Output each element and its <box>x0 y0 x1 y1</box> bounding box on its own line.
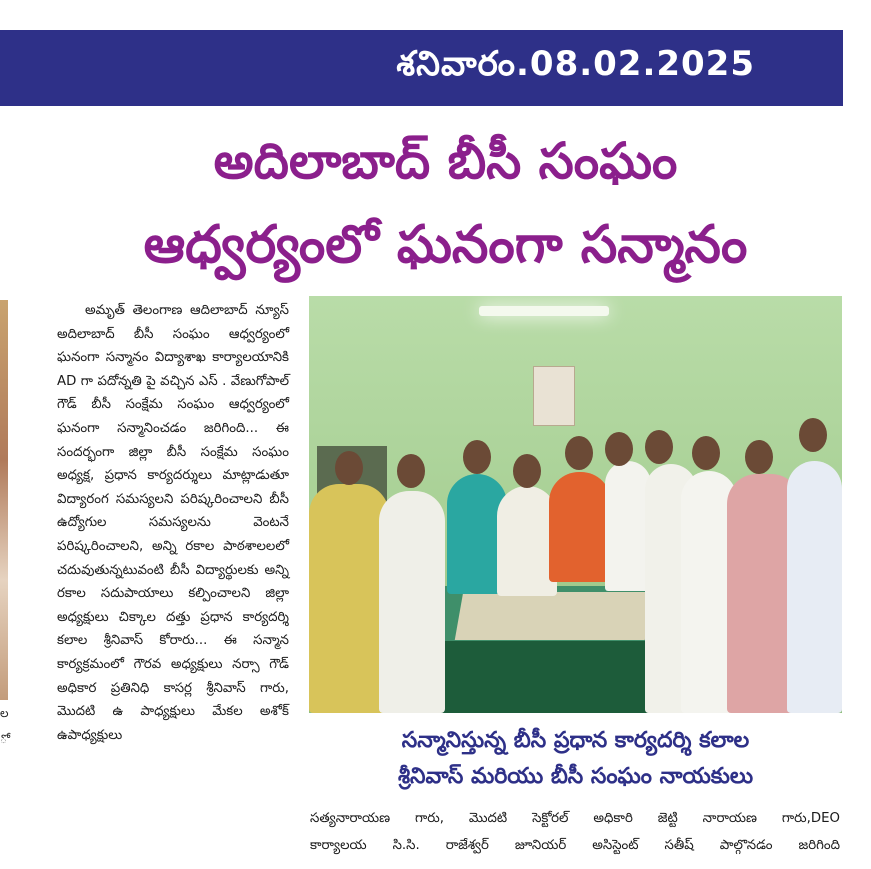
person <box>309 484 389 713</box>
adjacent-photo-edge <box>0 300 8 700</box>
person-head <box>645 430 673 464</box>
continuation-line-2: కార్యాలయ సి.సి. రాజేశ్వర్ జూనియర్ అసిస్టెంట్ సతీష్ పాల్గొనడం జరిగింది <box>310 838 840 853</box>
person-head <box>692 436 720 470</box>
wall-calendar <box>533 366 575 426</box>
date-banner <box>0 30 843 106</box>
date-text: శనివారం.08.02.2025 <box>396 44 755 84</box>
person <box>497 486 557 596</box>
person-head <box>565 436 593 470</box>
adjacent-column-fragment: ో <box>0 732 7 746</box>
person <box>549 472 611 582</box>
person-head <box>335 451 363 485</box>
person-head <box>799 418 827 452</box>
adjacent-column-fragment: ల <box>0 706 9 720</box>
table-map <box>455 592 653 640</box>
person-head <box>463 440 491 474</box>
person-head <box>745 440 773 474</box>
article-body: అమృత్ తెలంగాణ ఆదిలాబాద్ న్యూస్ అదిలాబాద్ బీసీ సంఘం ఆధ్వర్యంలో ఘనంగా సన్మానం విద్యాశాఖ కార్యాలయానికి AD గా పదోన్నతి పై వచ్చిన ఎస్ . వేణుగోపాల్ గౌడ్ బీసీ సంక్షేమ సంఘం ఆధ్వర్యంలో ఘనంగా సన్మానించడం జరిగింది... ఈ సందర్భంగా జిల్లా బీసీ సంక్షేమ సంఘం అధ్యక్ష, ప్రధాన కార్యదర్శులు మాట్లాడుతూ విద్యారంగ సమస్యలని పరిష్కరించాలని బీసీ ఉద్యోగుల సమస్యలను వెంటనే పరిష్కరించాలని, అన్ని రకాల పాఠశాలలలో చదువుతున్నటువంటి బీసీ విద్యార్థులకు అన్ని రకాల సదుపాయాలు కల్పించాలని జిల్లా అధ్యక్షులు చిక్కాల దత్తు ప్రధాన కార్యదర్శి కలాల శ్రీనివాస్ కోరారు... ఈ సన్మాన కార్యక్రమంలో గౌరవ అధ్యక్షులు నర్సా గౌడ్ అధికార ప్రతినిధి కాసర్ల శ్రీనివాస్ గారు, మొదటి ఉ పాధ్యక్షులు మేకల అశోక్ ఉపాధ్యక్షులు <box>57 303 289 743</box>
person <box>787 461 842 713</box>
photo-caption-line-2: శ్రీనివాస్ మరియు బీసీ సంఘం నాయకులు <box>397 764 754 789</box>
continuation-line-1: సత్యనారాయణ గారు, మొదటి సెక్టోరల్ అధికారి జెట్టి నారాయణ గారు,DEO <box>310 811 840 826</box>
person-head <box>397 454 425 488</box>
tube-light <box>479 306 609 316</box>
person-head <box>513 454 541 488</box>
person-head <box>605 432 633 466</box>
photo-caption-line-1: సన్మానిస్తున్న బీసీ ప్రధాన కార్యదర్శి కలాల <box>401 728 750 753</box>
headline-line-2: ఆధ్వర్యంలో ఘనంగా సన్మానం <box>143 215 748 275</box>
person <box>379 491 445 713</box>
event-photo <box>309 296 842 713</box>
headline-line-1: అదిలాబాద్ బీసీ సంఘం <box>213 132 678 190</box>
